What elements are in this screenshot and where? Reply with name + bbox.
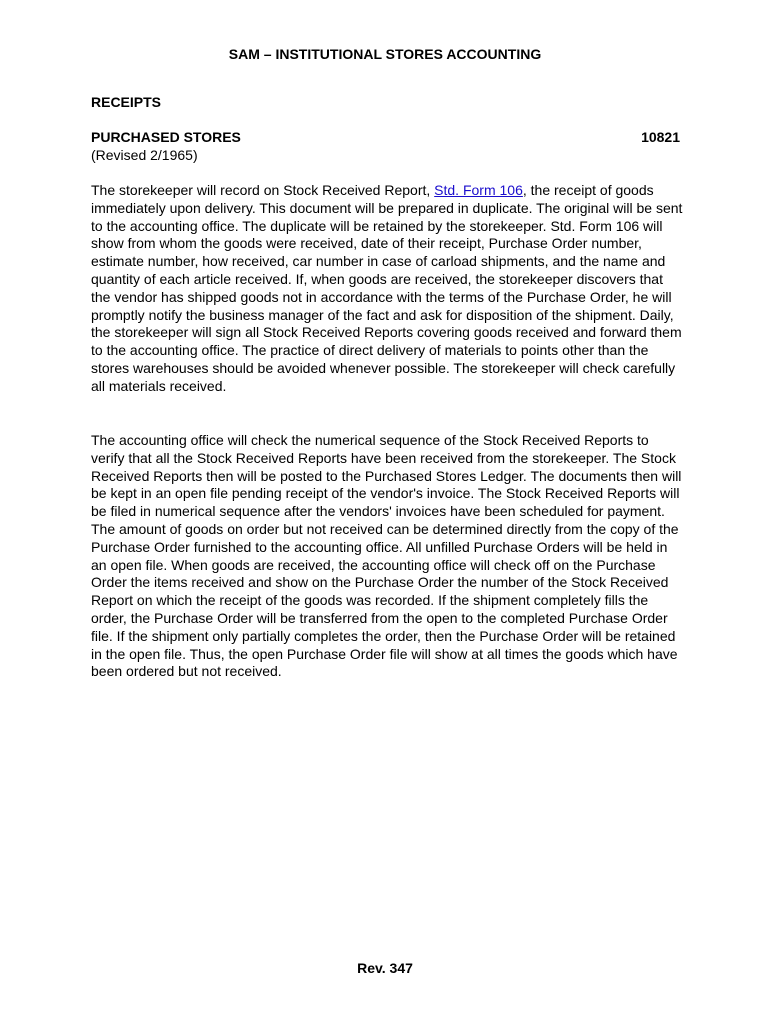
- document-title: SAM – INSTITUTIONAL STORES ACCOUNTING: [228, 46, 542, 62]
- subsection-heading-row: [91, 129, 680, 145]
- revised-date: (Revised 2/1965): [91, 147, 198, 163]
- paragraph-1-lead: The storekeeper will record on Stock Received Report,: [91, 182, 435, 198]
- paragraph-stock-received: [91, 182, 683, 396]
- section-number: 10821: [641, 129, 680, 145]
- std-form-106-link[interactable]: Std. Form 106: [434, 182, 523, 198]
- section-heading: RECEIPTS: [91, 94, 162, 110]
- paragraph-accounting-office: The accounting office will check the numerical sequence of the Stock Received Reports to verify that all the Stock Received Reports have been received from the storekeeper. The Stock Received Reports then will be posted to the Purchased Stores Ledger. The documents then will be kept in an open file pending receipt of the vendor's invoice. The Stock Received Reports will be filed in numerical sequence after the vendors' invoices have been scheduled for payment. The amount of goods on order but not received can be determined directly from the copy of the Purchase Order furnished to the accounting office. All unfilled Purchase Orders will be held in an open file. When goods are received, the accounting office will check off on the Purchase Order the items received and show on the Purchase Order the number of the Stock Received Report on which the receipt of the goods was recorded. If the shipment completely fills the order, the Purchase Order will be transferred from the open to the completed Purchase Order file. If the shipment only partially completes the order, then the Purchase Order will be retained in the open file. Thus, the open Purchase Order file will show at all times the goods which have been ordered but not received.: [91, 432, 682, 680]
- revision-footer: Rev. 347: [357, 960, 413, 976]
- paragraph-1-rest: , the receipt of goods immediately upon delivery. This document will be prepared in duplicate. The original will be sent to the accounting office. The duplicate will be retained by the storekeeper. Std. Form 106 will show from whom the goods were received, date of their receipt, Purchase Order number, estimate number, how received, car number in case of carload shipments, and the name and quantity of each article received. If, when goods are received, the storekeeper discovers that the vendor has shipped goods not in accordance with the terms of the Purchase Order, he will promptly notify the business manager of the fact and ask for disposition of the shipment. Daily, the storekeeper will sign all Stock Received Reports covering goods received and forward them to the accounting office. The practice of direct delivery of materials to points other than the stores warehouses should be avoided whenever possible. The storekeeper will check carefully all materials received.: [91, 182, 683, 394]
- subsection-title: PURCHASED STORES: [91, 129, 241, 145]
